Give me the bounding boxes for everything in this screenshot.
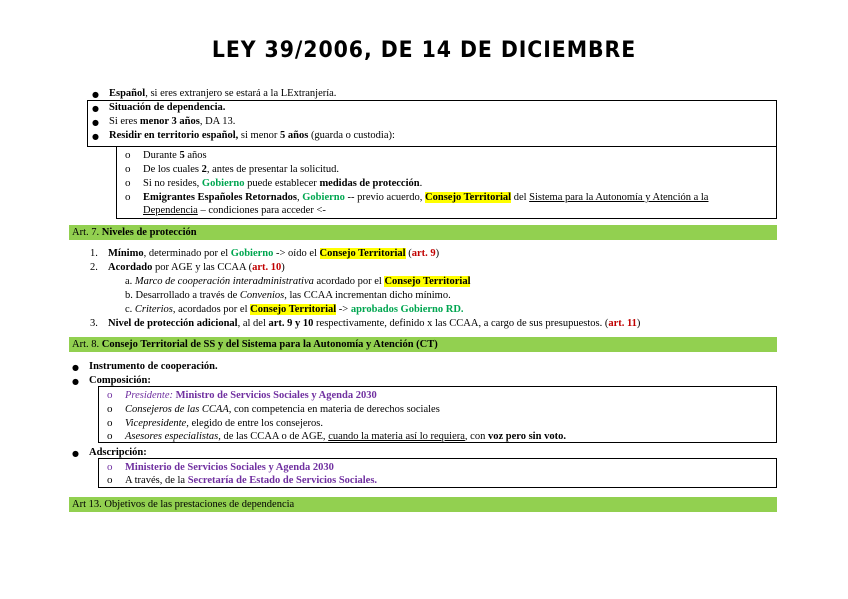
req-situacion: Situación de dependencia. <box>109 102 226 113</box>
adsc-secretaria: A través, de la Secretaría de Estado de Servicios Sociales. <box>125 475 378 486</box>
bullet: ● <box>92 104 99 113</box>
art7-acordado: Acordado por AGE y las CCAA (art. 10) <box>108 262 285 273</box>
sub-noresides: Si no resides, Gobierno puede establecer medidas de protección. <box>143 178 423 189</box>
circle-bullet: o <box>125 191 131 203</box>
art13-header: Art 13. Objetivos de las prestaciones de dependencia <box>69 497 777 512</box>
req-residir: Residir en territorio español, si menor 5 años (guarda o custodia): <box>109 130 395 141</box>
bullet: ● <box>92 118 99 127</box>
comp-asesores: Asesores especialistas, de las CCAA o de AGE, cuando la materia así lo requiera, con voz pero sin voto. <box>125 431 566 442</box>
sub-emigrantes: Emigrantes Españoles Retornados, Gobierno -- previo acuerdo, Consejo Territorial del Sistema para la Autonomía y Atención a la <box>143 192 709 203</box>
art7-acordado-a: a. Marco de cooperación interadministrativa acordado por el Consejo Territorial <box>125 276 471 287</box>
comp-consejeros: Consejeros de las CCAA, con competencia en materia de derechos sociales <box>125 404 440 415</box>
art7-num1: 1. <box>90 248 98 259</box>
req-menor: Si eres menor 3 años, DA 13. <box>109 116 236 127</box>
art7-acordado-c: c. Criterios, acordados por el Consejo Territorial -> aprobados Gobierno RD. <box>125 304 464 315</box>
bullet: ● <box>72 363 79 372</box>
req-espanol: Español, si eres extranjero se estará a la LExtranjería. <box>109 88 337 99</box>
sub-cuales: De los cuales 2, antes de presentar la solicitud. <box>143 164 339 175</box>
art8-instrumento: Instrumento de cooperación. <box>89 361 218 372</box>
bullet: ● <box>72 449 79 458</box>
comp-presidente: Presidente: Ministro de Servicios Sociales y Agenda 2030 <box>125 390 377 401</box>
art8-adscripcion: Adscripción: <box>89 447 147 458</box>
circle-bullet: o <box>107 417 113 429</box>
circle-bullet: o <box>107 403 113 415</box>
page-title: LEY 39/2006, DE 14 DE DICIEMBRE <box>211 38 637 63</box>
circle-bullet: o <box>125 163 131 175</box>
art7-header: Art. 7. Niveles de protección <box>69 225 777 240</box>
circle-bullet: o <box>107 474 113 486</box>
bullet: ● <box>92 132 99 141</box>
art8-composicion: Composición: <box>89 375 151 386</box>
circle-bullet: o <box>107 430 113 442</box>
circle-bullet: o <box>107 389 113 401</box>
bullet: ● <box>92 90 99 99</box>
sub-durante: Durante 5 años <box>143 150 207 161</box>
art7-minimo: Mínimo, determinado por el Gobierno -> oído el Consejo Territorial (art. 9) <box>108 248 440 259</box>
comp-vicepresidente: Vicepresidente, elegido de entre los consejeros. <box>125 418 323 429</box>
circle-bullet: o <box>107 461 113 473</box>
art7-acordado-b: b. Desarrollado a través de Convenios, las CCAA incrementan dicho mínimo. <box>125 290 451 301</box>
art7-adicional: Nivel de protección adicional, al del art. 9 y 10 respectivamente, definido x las CCAA, a cargo de sus presupuestos. (art. 11) <box>108 318 641 329</box>
art8-header: Art. 8. Consejo Territorial de SS y del Sistema para la Autonomía y Atención (CT) <box>69 337 777 352</box>
art7-num2: 2. <box>90 262 98 273</box>
sub-emigrantes-cont: Dependencia – condiciones para acceder <- <box>143 205 326 216</box>
circle-bullet: o <box>125 177 131 189</box>
circle-bullet: o <box>125 149 131 161</box>
adsc-ministerio: Ministerio de Servicios Sociales y Agenda 2030 <box>125 462 334 473</box>
art7-num3: 3. <box>90 318 98 329</box>
bullet: ● <box>72 377 79 386</box>
